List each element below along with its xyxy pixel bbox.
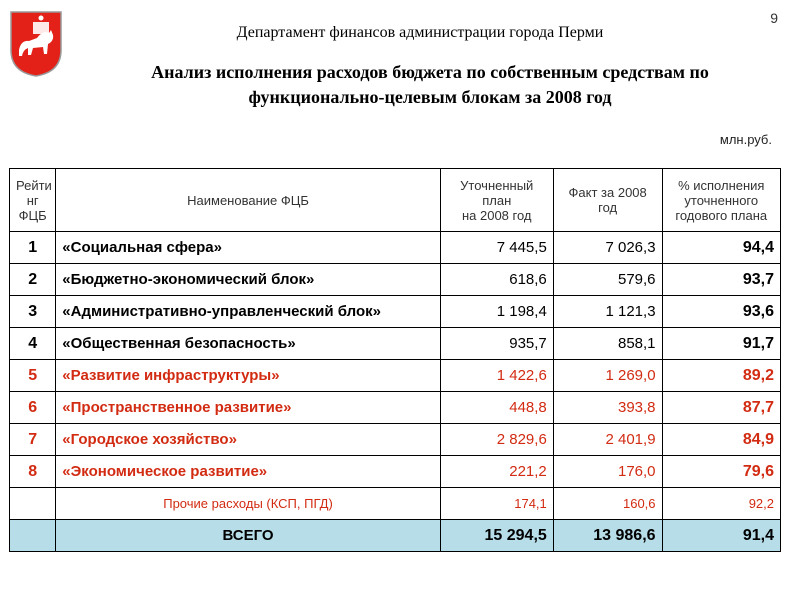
percent-cell: 93,7 xyxy=(662,264,780,296)
rank-cell: 3 xyxy=(10,296,56,328)
name-cell: «Административно-управленческий блок» xyxy=(56,296,440,328)
plan-cell: 1 422,6 xyxy=(440,360,553,392)
name-cell: «Экономическое развитие» xyxy=(56,456,440,488)
header-text: ФЦБ xyxy=(18,207,47,223)
header-text: Рейти xyxy=(16,177,52,193)
organization-name xyxy=(0,24,800,42)
header-text: план xyxy=(482,192,512,208)
percent-cell: 94,4 xyxy=(662,232,780,264)
header-text: нг xyxy=(26,192,39,208)
column-header-rank xyxy=(10,169,56,232)
budget-table xyxy=(9,168,781,552)
plan-cell: 448,8 xyxy=(440,392,553,424)
table-row xyxy=(10,456,781,488)
name-cell: Прочие расходы (КСП, ПГД) xyxy=(56,488,440,520)
report-title-line-2: функционально-целевым блокам за 2008 год xyxy=(248,87,612,107)
plan-cell: 221,2 xyxy=(440,456,553,488)
table-row xyxy=(10,296,781,328)
total-row xyxy=(10,520,781,552)
name-cell: «Общественная безопасность» xyxy=(56,328,440,360)
name-cell: «Бюджетно-экономический блок» xyxy=(56,264,440,296)
units-label: млн.руб. xyxy=(719,132,772,147)
percent-cell: 79,6 xyxy=(662,456,780,488)
rank-cell-empty xyxy=(10,520,56,552)
rank-cell: 8 xyxy=(10,456,56,488)
name-cell: «Пространственное развитие» xyxy=(56,392,440,424)
percent-cell: 89,2 xyxy=(662,360,780,392)
column-header-plan xyxy=(440,169,553,232)
total-plan-cell: 15 294,5 xyxy=(440,520,553,552)
plan-cell: 935,7 xyxy=(440,328,553,360)
table-row xyxy=(10,328,781,360)
total-fact-cell: 13 986,6 xyxy=(553,520,662,552)
rank-cell: 4 xyxy=(10,328,56,360)
rank-cell: 6 xyxy=(10,392,56,424)
plan-cell: 618,6 xyxy=(440,264,553,296)
organization-name-text: Департамент финансов администрации города Перми xyxy=(236,24,604,41)
table-row xyxy=(10,232,781,264)
fact-cell: 2 401,9 xyxy=(553,424,662,456)
fact-cell: 160,6 xyxy=(553,488,662,520)
column-header-name: Наименование ФЦБ xyxy=(56,169,440,232)
header-text: уточненного xyxy=(684,192,759,208)
table-row xyxy=(10,424,781,456)
rank-cell: 1 xyxy=(10,232,56,264)
plan-cell: 2 829,6 xyxy=(440,424,553,456)
rank-cell: 2 xyxy=(10,264,56,296)
table-row xyxy=(10,392,781,424)
name-cell: «Социальная сфера» xyxy=(56,232,440,264)
header-text: % исполнения xyxy=(678,177,765,193)
percent-cell: 92,2 xyxy=(662,488,780,520)
header-text: на 2008 год xyxy=(461,207,532,223)
header-text: Факт за 2008 xyxy=(568,185,647,200)
header-text: годового плана xyxy=(675,207,768,223)
fact-cell: 393,8 xyxy=(553,392,662,424)
fact-cell: 579,6 xyxy=(553,264,662,296)
percent-cell: 91,7 xyxy=(662,328,780,360)
page-number: 9 xyxy=(770,10,778,26)
percent-cell: 93,6 xyxy=(662,296,780,328)
percent-cell: 87,7 xyxy=(662,392,780,424)
other-expenses-row xyxy=(10,488,781,520)
table-row xyxy=(10,360,781,392)
fact-cell: 7 026,3 xyxy=(553,232,662,264)
plan-cell: 1 198,4 xyxy=(440,296,553,328)
table-header-row xyxy=(10,169,781,232)
percent-cell: 84,9 xyxy=(662,424,780,456)
plan-cell: 174,1 xyxy=(440,488,553,520)
rank-cell-empty xyxy=(10,488,56,520)
plan-cell: 7 445,5 xyxy=(440,232,553,264)
fact-cell: 176,0 xyxy=(553,456,662,488)
fact-cell: 858,1 xyxy=(553,328,662,360)
report-title-line-1: Анализ исполнения расходов бюджета по собственным средствам по xyxy=(151,62,709,82)
fact-cell: 1 269,0 xyxy=(553,360,662,392)
name-cell: «Развитие инфраструктуры» xyxy=(56,360,440,392)
rank-cell: 7 xyxy=(10,424,56,456)
rank-cell: 5 xyxy=(10,360,56,392)
column-header-percent xyxy=(662,169,780,232)
fact-cell: 1 121,3 xyxy=(553,296,662,328)
header-text: Уточненный xyxy=(460,177,534,193)
name-cell: «Городское хозяйство» xyxy=(56,424,440,456)
header-text: год xyxy=(598,200,618,215)
column-header-fact xyxy=(553,169,662,232)
perm-coat-of-arms-icon xyxy=(9,10,63,78)
total-label: ВСЕГО xyxy=(56,520,440,552)
table-row xyxy=(10,264,781,296)
total-percent-cell: 91,4 xyxy=(662,520,780,552)
report-title xyxy=(70,60,790,110)
